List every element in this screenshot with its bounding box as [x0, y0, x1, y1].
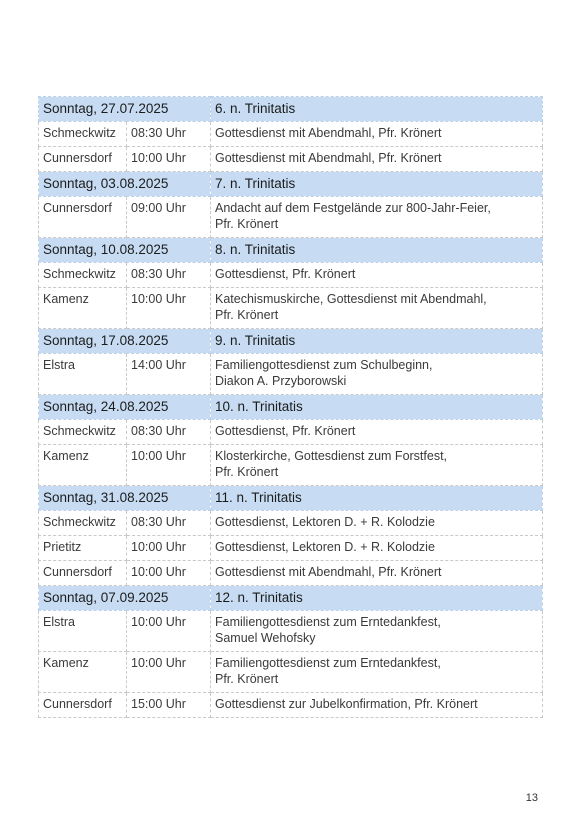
- service-description: [211, 122, 543, 147]
- service-time: 08:30 Uhr: [127, 511, 211, 536]
- service-description-line: Gottesdienst, Lektoren D. + R. Kolodzie: [215, 540, 435, 554]
- sunday-date: Sonntag, 27.07.2025: [39, 97, 211, 122]
- service-row: [39, 561, 543, 586]
- sunday-header-row: [39, 97, 543, 122]
- sunday-header-row: [39, 172, 543, 197]
- service-description-line: Katechismuskirche, Gottesdienst mit Abendmahl,: [215, 292, 487, 306]
- service-description: [211, 288, 543, 329]
- service-place: Prietitz: [39, 536, 127, 561]
- service-description: [211, 147, 543, 172]
- service-description-line: Pfr. Krönert: [215, 217, 279, 231]
- service-time: 10:00 Uhr: [127, 611, 211, 652]
- sunday-date: Sonntag, 17.08.2025: [39, 329, 211, 354]
- service-row: [39, 263, 543, 288]
- service-description: [211, 511, 543, 536]
- service-time: 08:30 Uhr: [127, 263, 211, 288]
- service-row: [39, 354, 543, 395]
- service-time: 10:00 Uhr: [127, 445, 211, 486]
- service-description-line: Gottesdienst mit Abendmahl, Pfr. Krönert: [215, 565, 442, 579]
- sunday-date: Sonntag, 31.08.2025: [39, 486, 211, 511]
- service-description-line: Klosterkirche, Gottesdienst zum Forstfest,: [215, 449, 448, 463]
- liturgical-occasion: 8. n. Trinitatis: [211, 238, 543, 263]
- service-time: 10:00 Uhr: [127, 652, 211, 693]
- service-description: [211, 693, 543, 718]
- sunday-header-row: [39, 395, 543, 420]
- liturgical-occasion: 7. n. Trinitatis: [211, 172, 543, 197]
- service-time: 10:00 Uhr: [127, 147, 211, 172]
- service-place: Elstra: [39, 611, 127, 652]
- sunday-date: Sonntag, 10.08.2025: [39, 238, 211, 263]
- service-description-line: Familiengottesdienst zum Erntedankfest,: [215, 615, 441, 629]
- service-row: [39, 147, 543, 172]
- service-row: [39, 536, 543, 561]
- service-row: [39, 445, 543, 486]
- service-row: [39, 511, 543, 536]
- service-time: 14:00 Uhr: [127, 354, 211, 395]
- service-place: Elstra: [39, 354, 127, 395]
- service-description-line: Diakon A. Przyborowski: [215, 374, 347, 388]
- service-place: Schmeckwitz: [39, 420, 127, 445]
- sunday-date: Sonntag, 07.09.2025: [39, 586, 211, 611]
- sunday-header-row: [39, 238, 543, 263]
- service-place: Cunnersdorf: [39, 693, 127, 718]
- service-place: Kamenz: [39, 288, 127, 329]
- service-description: [211, 561, 543, 586]
- service-description-line: Pfr. Krönert: [215, 672, 279, 686]
- service-description-line: Gottesdienst zur Jubelkonfirmation, Pfr. Krönert: [215, 697, 478, 711]
- service-time: 08:30 Uhr: [127, 420, 211, 445]
- service-description: [211, 611, 543, 652]
- service-row: [39, 693, 543, 718]
- service-description-line: Gottesdienst, Pfr. Krönert: [215, 267, 356, 281]
- sunday-header-row: [39, 329, 543, 354]
- service-place: Cunnersdorf: [39, 561, 127, 586]
- service-row: [39, 652, 543, 693]
- service-description: [211, 263, 543, 288]
- service-place: Schmeckwitz: [39, 511, 127, 536]
- service-row: [39, 420, 543, 445]
- service-row: [39, 122, 543, 147]
- service-time: 10:00 Uhr: [127, 561, 211, 586]
- service-place: Kamenz: [39, 445, 127, 486]
- service-time: 10:00 Uhr: [127, 536, 211, 561]
- service-description-line: Gottesdienst, Lektoren D. + R. Kolodzie: [215, 515, 435, 529]
- service-place: Schmeckwitz: [39, 263, 127, 288]
- service-description: [211, 536, 543, 561]
- service-description-line: Pfr. Krönert: [215, 308, 279, 322]
- service-description: [211, 197, 543, 238]
- service-description-line: Familiengottesdienst zum Schulbeginn,: [215, 358, 433, 372]
- liturgical-occasion: 10. n. Trinitatis: [211, 395, 543, 420]
- service-description: [211, 354, 543, 395]
- liturgical-occasion: 6. n. Trinitatis: [211, 97, 543, 122]
- schedule-body: [39, 97, 543, 718]
- liturgical-occasion: 11. n. Trinitatis: [211, 486, 543, 511]
- service-description-line: Gottesdienst, Pfr. Krönert: [215, 424, 356, 438]
- service-description: [211, 445, 543, 486]
- page-number: 13: [525, 792, 538, 804]
- sunday-header-row: [39, 486, 543, 511]
- service-description-line: Samuel Wehofsky: [215, 631, 316, 645]
- service-place: Schmeckwitz: [39, 122, 127, 147]
- service-schedule-table: [38, 96, 543, 718]
- service-description-line: Gottesdienst mit Abendmahl, Pfr. Krönert: [215, 151, 442, 165]
- service-description-line: Familiengottesdienst zum Erntedankfest,: [215, 656, 441, 670]
- sunday-date: Sonntag, 03.08.2025: [39, 172, 211, 197]
- service-description-line: Andacht auf dem Festgelände zur 800-Jahr-Feier,: [215, 201, 491, 215]
- service-place: Cunnersdorf: [39, 197, 127, 238]
- service-time: 08:30 Uhr: [127, 122, 211, 147]
- service-time: 15:00 Uhr: [127, 693, 211, 718]
- service-description-line: Pfr. Krönert: [215, 465, 279, 479]
- service-time: 09:00 Uhr: [127, 197, 211, 238]
- service-place: Cunnersdorf: [39, 147, 127, 172]
- service-row: [39, 288, 543, 329]
- sunday-header-row: [39, 586, 543, 611]
- service-row: [39, 197, 543, 238]
- service-description: [211, 652, 543, 693]
- service-description-line: Gottesdienst mit Abendmahl, Pfr. Krönert: [215, 126, 442, 140]
- service-place: Kamenz: [39, 652, 127, 693]
- sunday-date: Sonntag, 24.08.2025: [39, 395, 211, 420]
- service-description: [211, 420, 543, 445]
- liturgical-occasion: 9. n. Trinitatis: [211, 329, 543, 354]
- service-row: [39, 611, 543, 652]
- liturgical-occasion: 12. n. Trinitatis: [211, 586, 543, 611]
- service-time: 10:00 Uhr: [127, 288, 211, 329]
